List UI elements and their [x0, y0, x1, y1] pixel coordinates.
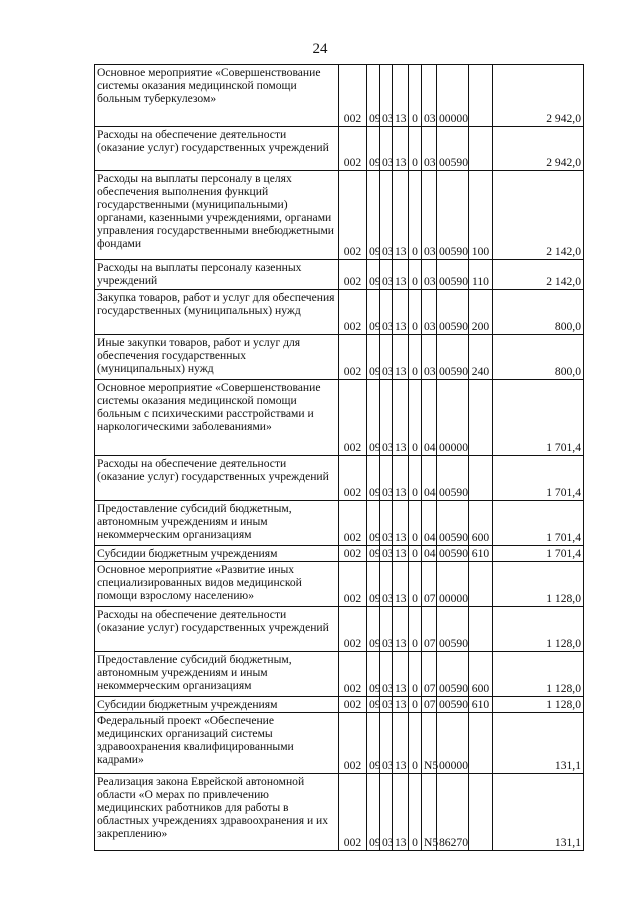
direction-code: 00590: [437, 171, 469, 260]
ministry-code: 002: [339, 380, 367, 456]
amount: 1 701,4: [493, 546, 584, 562]
section-code: 09: [367, 290, 380, 335]
amount: 131,1: [493, 713, 584, 774]
amount: 131,1: [493, 774, 584, 851]
ministry-code: 002: [339, 774, 367, 851]
subsection-code: 03: [380, 171, 393, 260]
program-code: 13: [393, 652, 409, 697]
subprogram-code: 0: [409, 713, 422, 774]
ministry-code: 002: [339, 501, 367, 546]
subprogram-code: 0: [409, 774, 422, 851]
expense-type-code: 600: [469, 501, 493, 546]
direction-code: 00590: [437, 501, 469, 546]
ministry-code: 002: [339, 652, 367, 697]
table-row: [95, 652, 584, 697]
expense-type-code: [469, 607, 493, 652]
row-description: Основное мероприятие «Совершенствование системы оказания медицинской помощи больным с психическими расстройствами и наркологическими заболеваниями»: [95, 380, 339, 456]
program-code: 13: [393, 774, 409, 851]
main-event-code: 04: [422, 501, 437, 546]
table-row: [95, 562, 584, 607]
amount: 1 128,0: [493, 652, 584, 697]
main-event-code: 07: [422, 607, 437, 652]
main-event-code: 03: [422, 290, 437, 335]
subsection-code: 03: [380, 546, 393, 562]
main-event-code: 03: [422, 171, 437, 260]
expense-type-code: [469, 380, 493, 456]
main-event-code: 03: [422, 65, 437, 127]
expense-type-code: 110: [469, 260, 493, 290]
table-row: [95, 501, 584, 546]
subsection-code: 03: [380, 697, 393, 713]
table-row: [95, 697, 584, 713]
table-row: [95, 774, 584, 851]
budget-table: [94, 64, 584, 851]
table-row: [95, 290, 584, 335]
ministry-code: 002: [339, 335, 367, 380]
main-event-code: 04: [422, 546, 437, 562]
subprogram-code: 0: [409, 607, 422, 652]
expense-type-code: 100: [469, 171, 493, 260]
expense-type-code: [469, 562, 493, 607]
ministry-code: 002: [339, 290, 367, 335]
direction-code: 00000: [437, 380, 469, 456]
subprogram-code: 0: [409, 501, 422, 546]
direction-code: 00000: [437, 562, 469, 607]
expense-type-code: 610: [469, 697, 493, 713]
ministry-code: 002: [339, 713, 367, 774]
table-row: [95, 335, 584, 380]
row-description: Закупка товаров, работ и услуг для обеспечения государственных (муниципальных) нужд: [95, 290, 339, 335]
direction-code: 86270: [437, 774, 469, 851]
main-event-code: 04: [422, 456, 437, 501]
direction-code: 00590: [437, 260, 469, 290]
program-code: 13: [393, 456, 409, 501]
table-row: [95, 546, 584, 562]
table-row: [95, 65, 584, 127]
row-description: Основное мероприятие «Развитие иных специализированных видов медицинской помощи взрослому населению»: [95, 562, 339, 607]
direction-code: 00590: [437, 697, 469, 713]
direction-code: 00000: [437, 65, 469, 127]
section-code: 09: [367, 607, 380, 652]
expense-type-code: 240: [469, 335, 493, 380]
section-code: 09: [367, 562, 380, 607]
direction-code: 00000: [437, 713, 469, 774]
amount: 800,0: [493, 290, 584, 335]
subsection-code: 03: [380, 652, 393, 697]
row-description: Расходы на обеспечение деятельности (оказание услуг) государственных учреждений: [95, 607, 339, 652]
expense-type-code: 600: [469, 652, 493, 697]
subprogram-code: 0: [409, 127, 422, 171]
subsection-code: 03: [380, 127, 393, 171]
ministry-code: 002: [339, 562, 367, 607]
row-description: Расходы на обеспечение деятельности (оказание услуг) государственных учреждений: [95, 456, 339, 501]
ministry-code: 002: [339, 171, 367, 260]
subprogram-code: 0: [409, 652, 422, 697]
table-row: [95, 260, 584, 290]
table-row: [95, 380, 584, 456]
section-code: 09: [367, 456, 380, 501]
row-description: Иные закупки товаров, работ и услуг для обеспечения государственных (муниципальных) нужд: [95, 335, 339, 380]
row-description: Реализация закона Еврейской автономной области «О мерах по привлечению медицинских работников для работы в областных учреждениях здравоохранения и их закреплению»: [95, 774, 339, 851]
amount: 1 128,0: [493, 697, 584, 713]
expense-type-code: [469, 127, 493, 171]
subsection-code: 03: [380, 607, 393, 652]
main-event-code: 07: [422, 562, 437, 607]
section-code: 09: [367, 652, 380, 697]
row-description: Расходы на выплаты персоналу казенных учреждений: [95, 260, 339, 290]
expense-type-code: [469, 456, 493, 501]
amount: 2 142,0: [493, 260, 584, 290]
amount: 2 142,0: [493, 171, 584, 260]
program-code: 13: [393, 501, 409, 546]
main-event-code: 03: [422, 260, 437, 290]
ministry-code: 002: [339, 65, 367, 127]
expense-type-code: [469, 774, 493, 851]
amount: 1 701,4: [493, 456, 584, 501]
row-description: Субсидии бюджетным учреждениям: [95, 697, 339, 713]
table-row: [95, 456, 584, 501]
subprogram-code: 0: [409, 290, 422, 335]
subprogram-code: 0: [409, 697, 422, 713]
amount: 1 701,4: [493, 501, 584, 546]
direction-code: 00590: [437, 456, 469, 501]
amount: 1 701,4: [493, 380, 584, 456]
direction-code: 00590: [437, 335, 469, 380]
main-event-code: 07: [422, 652, 437, 697]
direction-code: 00590: [437, 127, 469, 171]
section-code: 09: [367, 697, 380, 713]
amount: 1 128,0: [493, 607, 584, 652]
amount: 2 942,0: [493, 127, 584, 171]
row-description: Расходы на выплаты персоналу в целях обеспечения выполнения функций государственными (муниципальными) органами, казенными учреждениями, органами управления государственными внебюджетными фондами: [95, 171, 339, 260]
subsection-code: 03: [380, 501, 393, 546]
subprogram-code: 0: [409, 562, 422, 607]
program-code: 13: [393, 546, 409, 562]
section-code: 09: [367, 380, 380, 456]
section-code: 09: [367, 335, 380, 380]
program-code: 13: [393, 713, 409, 774]
main-event-code: 03: [422, 335, 437, 380]
direction-code: 00590: [437, 652, 469, 697]
ministry-code: 002: [339, 697, 367, 713]
main-event-code: N5: [422, 774, 437, 851]
subsection-code: 03: [380, 713, 393, 774]
subprogram-code: 0: [409, 260, 422, 290]
direction-code: 00590: [437, 290, 469, 335]
subprogram-code: 0: [409, 335, 422, 380]
direction-code: 00590: [437, 607, 469, 652]
section-code: 09: [367, 774, 380, 851]
budget-table-body: [95, 65, 584, 851]
amount: 2 942,0: [493, 65, 584, 127]
program-code: 13: [393, 290, 409, 335]
expense-type-code: 200: [469, 290, 493, 335]
program-code: 13: [393, 171, 409, 260]
section-code: 09: [367, 127, 380, 171]
row-description: Основное мероприятие «Совершенствование системы оказания медицинской помощи больным туберкулезом»: [95, 65, 339, 127]
section-code: 09: [367, 546, 380, 562]
program-code: 13: [393, 127, 409, 171]
program-code: 13: [393, 65, 409, 127]
table-row: [95, 607, 584, 652]
program-code: 13: [393, 380, 409, 456]
ministry-code: 002: [339, 546, 367, 562]
main-event-code: 03: [422, 127, 437, 171]
main-event-code: N5: [422, 713, 437, 774]
subsection-code: 03: [380, 562, 393, 607]
row-description: Предоставление субсидий бюджетным, автономным учреждениям и иным некоммерческим организациям: [95, 501, 339, 546]
program-code: 13: [393, 697, 409, 713]
table-row: [95, 127, 584, 171]
main-event-code: 07: [422, 697, 437, 713]
amount: 1 128,0: [493, 562, 584, 607]
section-code: 09: [367, 501, 380, 546]
subsection-code: 03: [380, 774, 393, 851]
expense-type-code: 610: [469, 546, 493, 562]
subprogram-code: 0: [409, 65, 422, 127]
program-code: 13: [393, 607, 409, 652]
ministry-code: 002: [339, 607, 367, 652]
expense-type-code: [469, 65, 493, 127]
main-event-code: 04: [422, 380, 437, 456]
table-row: [95, 713, 584, 774]
row-description: Расходы на обеспечение деятельности (оказание услуг) государственных учреждений: [95, 127, 339, 171]
subsection-code: 03: [380, 456, 393, 501]
section-code: 09: [367, 171, 380, 260]
program-code: 13: [393, 260, 409, 290]
ministry-code: 002: [339, 260, 367, 290]
subprogram-code: 0: [409, 456, 422, 501]
subsection-code: 03: [380, 65, 393, 127]
amount: 800,0: [493, 335, 584, 380]
subsection-code: 03: [380, 260, 393, 290]
row-description: Субсидии бюджетным учреждениям: [95, 546, 339, 562]
subsection-code: 03: [380, 335, 393, 380]
subprogram-code: 0: [409, 546, 422, 562]
section-code: 09: [367, 713, 380, 774]
subprogram-code: 0: [409, 380, 422, 456]
page-number: 24: [312, 41, 328, 57]
ministry-code: 002: [339, 456, 367, 501]
section-code: 09: [367, 260, 380, 290]
program-code: 13: [393, 335, 409, 380]
row-description: Предоставление субсидий бюджетным, автономным учреждениям и иным некоммерческим организациям: [95, 652, 339, 697]
subprogram-code: 0: [409, 171, 422, 260]
expense-type-code: [469, 713, 493, 774]
program-code: 13: [393, 562, 409, 607]
table-row: [95, 171, 584, 260]
row-description: Федеральный проект «Обеспечение медицинских организаций системы здравоохранения квалифицированными кадрами»: [95, 713, 339, 774]
section-code: 09: [367, 65, 380, 127]
ministry-code: 002: [339, 127, 367, 171]
subsection-code: 03: [380, 380, 393, 456]
direction-code: 00590: [437, 546, 469, 562]
subsection-code: 03: [380, 290, 393, 335]
